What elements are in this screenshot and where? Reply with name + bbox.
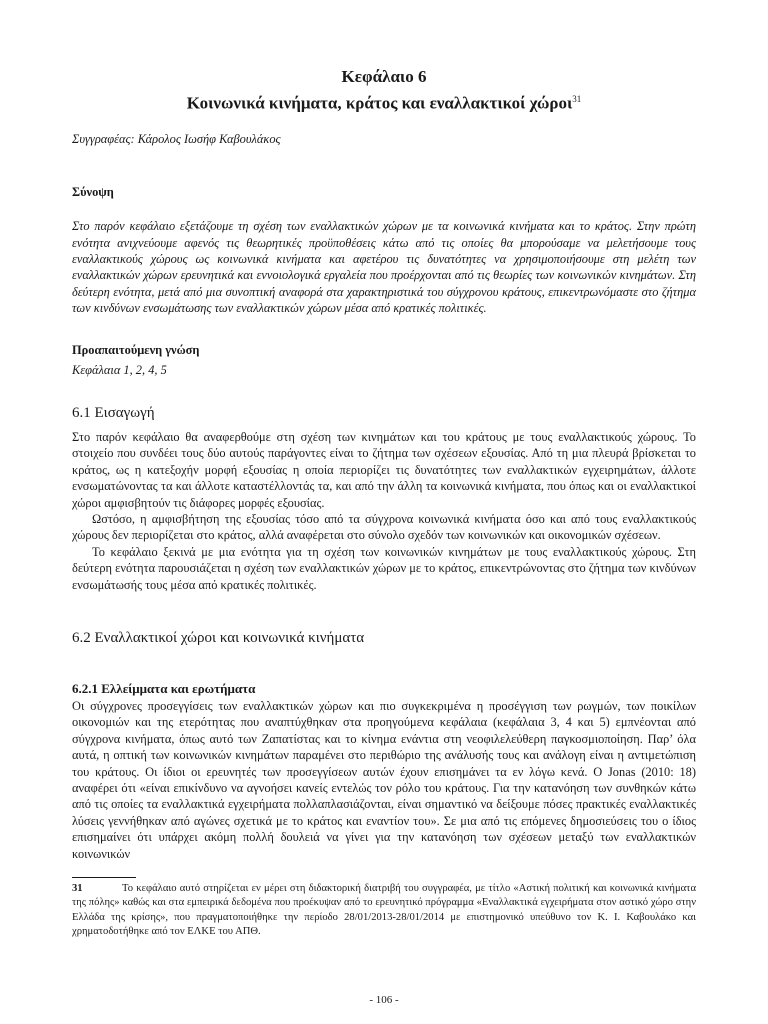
prerequisites-text: Κεφάλαια 1, 2, 4, 5	[72, 363, 167, 377]
footnote-ref[interactable]: 31	[572, 94, 582, 104]
synopsis-text: Στο παρόν κεφάλαιο εξετάζουμε τη σχέση των εναλλακτικών χώρων με τα κοινωνικά κινήματα και το κράτος. Στην πρώτη ενότητα ανιχνεύουμε αφενός τις θεωρητικές προϋποθέσεις κάτω από τις οποίες θα μπορούσαμε να μελετήσουμε τους εναλλακτικούς χώρους ως κοινωνικά κινήματα και αφετέρου τις δυνατότητες να χρησιμοποιήσουμε στη μελέτη των εναλλακτικών χώρων ερευνητικά και εννοιολογικά εργαλεία που προέρχονται από τις θεωρίες των κοινωνικών κινημάτων. Στη δεύτερη ενότητα, μετά από μια συνοπτική αναφορά στα χαρακτηριστικά του σύγχρονου κράτους, επικεντρωνόμαστε στο ζήτημα των κινδύνων ενσωμάτωσης των εναλλακτικών χώρων μέσα από κρατικές πολιτικές.	[72, 219, 696, 315]
paragraph: Στο παρόν κεφάλαιο θα αναφερθούμε στη σχέση των κινημάτων και του κράτους με τους εναλλακτικούς χώρους. Το στοιχείο που συνδέει τους δύο αυτούς παράγοντες είναι το ζήτημα των σχέσεων εξουσίας. Από τη μια πλευρά βρίσκεται το κράτος, ως η κατεξοχήν μορφή εξουσίας η οποία περιορίζει τις δυνατότητες των εναλλακτικών εγχειρημάτων, άλλοτε ενσωματώνοντας τα και άλλοτε καταστέλλοντάς τα, και από την άλλη τα κοινωνικά κινήματα, που όπως και οι εναλλακτικοί χώροι αμφισβητούν τις διάφορες μορφές εξουσίας.	[72, 430, 696, 510]
chapter-number: Κεφάλαιο 6	[341, 67, 427, 86]
paragraph: Οι σύγχρονες προσεγγίσεις των εναλλακτικών χώρων και πιο συγκεκριμένα η προσέγγιση των ρωγμών, των ποικίλων οικονομιών και της ετερότητας που αναπτύχθηκαν στα προηγούμενα κεφάλαια (κεφάλαια 3, 4 και 5) εμπνέονται από σύγχρονα κινήματα, όπως αυτό των Ζαπατίστας και το κίνημα ενάντια στη νεοφιλελεύθερη παγκοσμιοποίηση. Παρ’ όλα αυτά, η οπτική των κοινωνικών κινημάτων παραμένει στο περιθώριο της ανάλυσής τους και ανάλογη είναι η αντιμετώπιση του κράτους. Οι ίδιοι οι ερευνητές των προσεγγίσεων αυτών έχουν επισημάνει τα εν λόγω κενά. Ο Jonas (2010: 18) αναφέρει ότι «είναι επικίνδυνο να αγνοήσει κανείς εντελώς τον ρόλο του κράτους. Για την κατανόηση των συνθηκών κάτω από τις οποίες τα εναλλακτικά εγχειρήματα πολλαπλασιάζονται, είναι σημαντικό να δείξουμε πόσες πρακτικές εναλλακτικές λύσεις γεννήθηκαν από αγώνες σχετικά με το κράτος και εναντίον του». Σε μια από τις επόμενες δημοσιεύσεις του ο ίδιος επισημαίνει ότι υπάρχει ακόμη πολλή δουλειά να γίνει για την κατανόηση των σχέσεων μεταξύ των εναλλακτικών κοινωνικών	[72, 699, 696, 861]
chapter-title	[72, 88, 696, 115]
paragraph: Ωστόσο, η αμφισβήτηση της εξουσίας τόσο από τα σύγχρονα κοινωνικά κινήματα όσο και από τους εναλλακτικούς χώρους δεν περιορίζεται στο κράτος, αλλά αναφέρεται στο σύνολο σχεδόν των κοινωνικών και οικονομικών σχέσεων.	[72, 512, 696, 543]
subsection-title: 6.2.1 Ελλείμματα και ερωτήματα	[72, 681, 256, 696]
section-body-introduction	[72, 429, 696, 593]
prerequisites-heading: Προαπαιτούμενη γνώση	[72, 343, 200, 357]
subsection-body	[72, 698, 696, 862]
author-line: Συγγραφέας: Κάρολος Ιωσήφ Καβουλάκος	[72, 132, 281, 146]
chapter-title-text: Κοινωνικά κινήματα, κράτος και εναλλακτικοί χώροι	[186, 93, 573, 113]
synopsis-heading: Σύνοψη	[72, 185, 114, 199]
footnote-number: 31	[72, 883, 83, 894]
page-number: - 106 -	[369, 994, 399, 1006]
footnote-text: Το κεφάλαιο αυτό στηρίζεται εν μέρει στη διδακτορική διατριβή του συγγραφέα, με τίτλο «Αστική πολιτική και κοινωνικά κινήματα της πόλης» καθώς και στα εμπειρικά δεδομένα που προέκυψαν από το ερευνητικό πρόγραμμα «Εναλλακτικά εγχειρήματα στον αστικό χώρο στην Ελλάδα της κρίσης», που πραγματοποιήθηκε την περίοδο 28/01/2013-28/01/2014 με επιστημονικό υπεύθυνο τον Κ. Ι. Καβουλάκο και χρηματοδοτήθηκε από τον ΕΛΚΕ του ΑΠΘ.	[72, 883, 696, 937]
footnote	[72, 882, 696, 939]
chapter-heading	[72, 66, 696, 115]
section-title-alternative-spaces: 6.2 Εναλλακτικοί χώροι και κοινωνικά κινήματα	[72, 630, 365, 646]
paragraph: Το κεφάλαιο ξεκινά με μια ενότητα για τη σχέση των κοινωνικών κινημάτων με τους εναλλακτικούς χώρους. Στη δεύτερη ενότητα παρουσιάζεται η σχέση των εναλλακτικών χώρων με το κράτος, επικεντρώνοντας στο ζήτημα των κινδύνων ενσωμάτωσής τους μέσα από κρατικές πολιτικές.	[72, 544, 696, 592]
footnote-divider	[72, 877, 136, 878]
section-title-introduction: 6.1 Εισαγωγή	[72, 405, 155, 421]
